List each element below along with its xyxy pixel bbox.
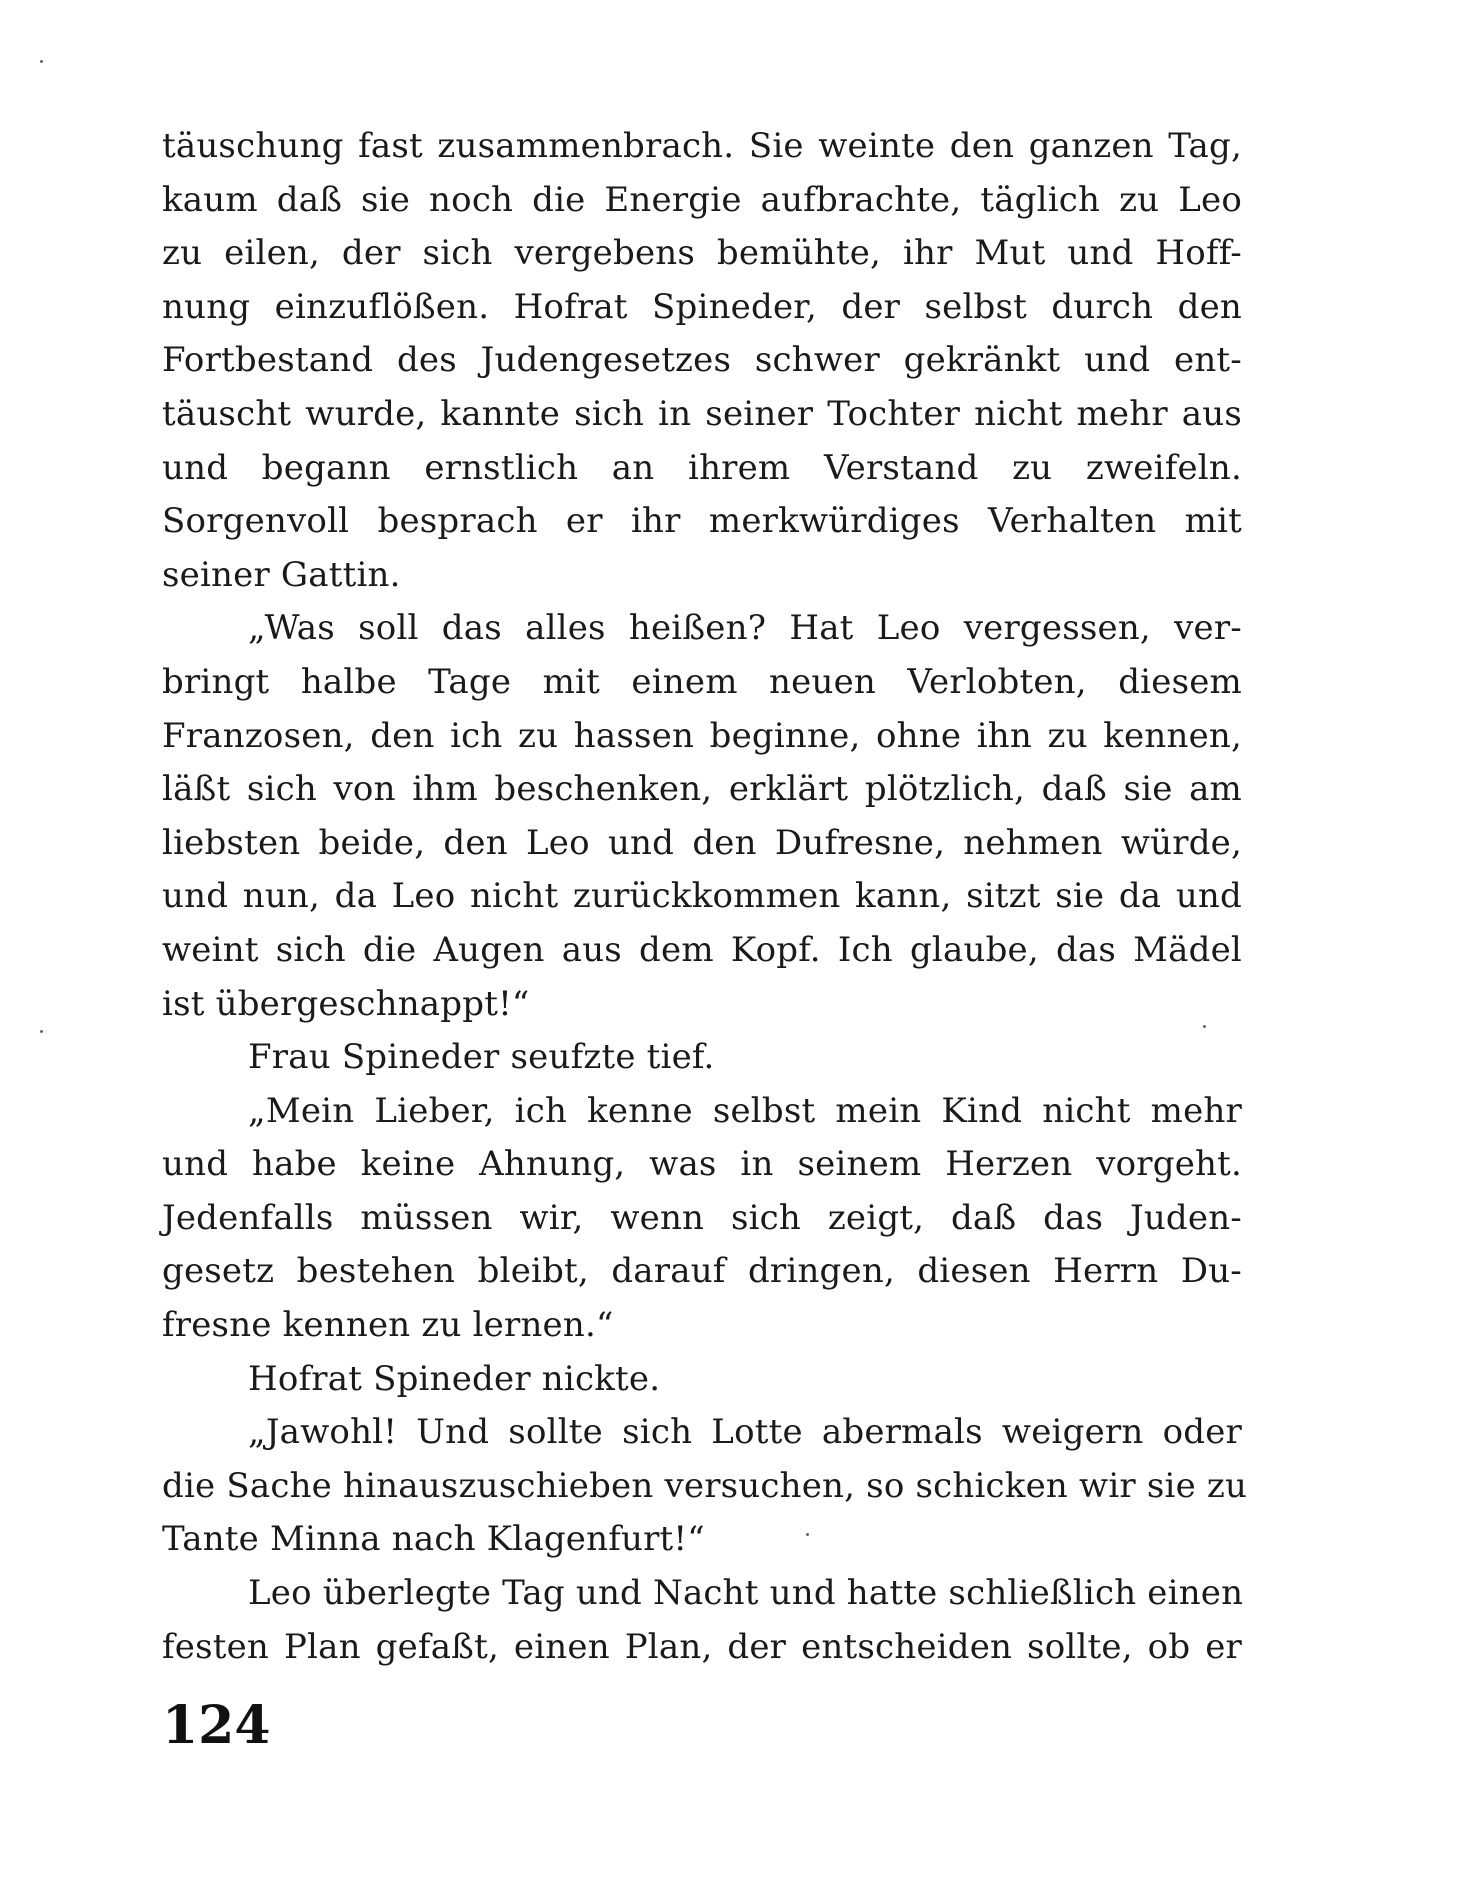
text-line: und habe keine Ahnung, was in seinem Herzen vorgeht. [162, 1144, 1242, 1185]
paper-speck [40, 60, 43, 63]
page-number: 124 [162, 1695, 271, 1756]
text-line: nung einzuflößen. Hofrat Spineder, der selbst durch den [162, 286, 1242, 327]
text-line: und begann ernstlich an ihrem Verstand zu zweifeln. [162, 447, 1242, 488]
text-line: zu eilen, der sich vergebens bemühte, ihr Mut und Hoff- [162, 233, 1242, 274]
text-line: täuschung fast zusammenbrach. Sie weinte den ganzen Tag, [162, 126, 1242, 166]
text-line: „Jawohl! Und sollte sich Lotte abermals weigern oder [248, 1412, 1242, 1453]
page-text [162, 120, 1248, 1674]
text-line: Jedenfalls müssen wir, wenn sich zeigt, daß das Juden- [162, 1197, 1242, 1238]
text-line: Frau Spineder seufzte tief. [248, 1037, 715, 1078]
text-line: Sorgenvoll besprach er ihr merkwürdiges Verhalten mit [162, 501, 1242, 542]
text-line: „Was soll das alles heißen? Hat Leo vergessen, ver- [248, 608, 1242, 649]
text-line: bringt halbe Tage mit einem neuen Verlobten, diesem [162, 661, 1242, 702]
text-line: liebsten beide, den Leo und den Dufresne, nehmen würde, [162, 822, 1242, 863]
text-line: kaum daß sie noch die Energie aufbrachte, täglich zu Leo [162, 179, 1242, 220]
paper-speck [40, 1030, 43, 1033]
text-line: seiner Gattin. [162, 554, 401, 595]
text-line: Franzosen, den ich zu hassen beginne, ohne ihn zu kennen, [162, 715, 1242, 756]
text-line: und nun, da Leo nicht zurückkommen kann, sitzt sie da und [162, 876, 1242, 917]
text-line: die Sache hinauszuschieben versuchen, so schicken wir sie zu [162, 1465, 1248, 1506]
text-line: ist übergeschnappt!“ [162, 983, 530, 1024]
text-line: läßt sich von ihm beschenken, erklärt plötzlich, daß sie am [162, 769, 1242, 810]
text-line: „Mein Lieber, ich kenne selbst mein Kind nicht mehr [248, 1090, 1242, 1131]
text-line: Tante Minna nach Klagenfurt!“ [162, 1519, 705, 1560]
text-line: Hofrat Spineder nickte. [248, 1358, 661, 1399]
text-line: Fortbestand des Judengesetzes schwer gekränkt und ent- [162, 340, 1242, 381]
text-line: Leo überlegte Tag und Nacht und hatte schließlich einen [248, 1573, 1244, 1614]
text-line: festen Plan gefaßt, einen Plan, der entscheiden sollte, ob er [162, 1626, 1242, 1667]
text-line: täuscht wurde, kannte sich in seiner Tochter nicht mehr aus [162, 393, 1242, 434]
text-line: fresne kennen zu lernen.“ [162, 1305, 614, 1346]
text-line: weint sich die Augen aus dem Kopf. Ich glaube, das Mädel [162, 929, 1242, 970]
text-line: gesetz bestehen bleibt, darauf dringen, diesen Herrn Du- [162, 1251, 1242, 1292]
